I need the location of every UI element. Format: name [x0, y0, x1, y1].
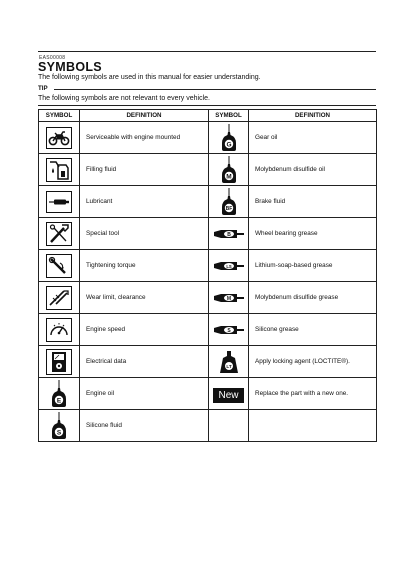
definition-cell: Apply locking agent (LOCTITE®). — [249, 346, 377, 378]
tachometer-icon — [39, 318, 79, 342]
definition-cell: Replace the part with a new one. — [249, 378, 377, 410]
symbols-table — [38, 109, 377, 442]
tip-text: The following symbols are not relevant to every vehicle. — [38, 95, 210, 102]
symbol-letter: S — [226, 327, 231, 334]
symbol-letter: E — [56, 397, 62, 404]
definition-cell: Engine speed — [80, 314, 209, 346]
page-title: SYMBOLS — [38, 60, 102, 74]
table-row — [39, 186, 377, 218]
symbol-letter: M — [225, 173, 232, 180]
symbol-letter: LT — [225, 363, 232, 369]
lubricant-gun-icon — [39, 191, 79, 213]
definition-cell: Wear limit, clearance — [80, 282, 209, 314]
table-row — [39, 282, 377, 314]
definition-cell: Silicone fluid — [80, 410, 209, 442]
multimeter-icon — [39, 349, 79, 375]
definition-cell: Wheel bearing grease — [249, 218, 377, 250]
tip-divider — [54, 89, 376, 90]
definition-cell: Engine oil — [80, 378, 209, 410]
symbol-cell — [39, 218, 80, 250]
grease-brush-icon — [209, 260, 248, 272]
column-header-symbol: SYMBOL — [209, 110, 249, 122]
top-rule — [38, 51, 376, 52]
symbol-cell — [209, 346, 249, 378]
definition-cell: Filling fluid — [80, 154, 209, 186]
symbol-cell — [209, 122, 249, 154]
definition-cell: Gear oil — [249, 122, 377, 154]
definition-cell: Electrical data — [80, 346, 209, 378]
symbol-letter: LS — [225, 263, 232, 269]
definition-cell: Serviceable with engine mounted — [80, 122, 209, 154]
definition-cell-empty — [249, 410, 377, 442]
table-row — [39, 218, 377, 250]
definition-cell: Special tool — [80, 218, 209, 250]
definition-cell: Molybdenum disulfide oil — [249, 154, 377, 186]
locking-agent-icon — [209, 350, 248, 374]
fuel-fill-icon — [39, 158, 79, 182]
table-row — [39, 122, 377, 154]
table-header-row — [39, 110, 377, 122]
symbol-cell — [209, 250, 249, 282]
intro-text: The following symbols are used in this manual for easier understanding. — [38, 74, 261, 81]
caliper-icon — [39, 286, 79, 310]
symbol-letter: BF — [225, 205, 232, 212]
tip-label: TIP — [38, 85, 48, 92]
definition-cell: Silicone grease — [249, 314, 377, 346]
symbol-cell — [209, 218, 249, 250]
definition-cell: Tightening torque — [80, 250, 209, 282]
definition-cell: Molybdenum disulfide grease — [249, 282, 377, 314]
tip-header — [38, 85, 376, 95]
oil-can-icon — [209, 188, 248, 216]
symbol-cell — [39, 346, 80, 378]
column-header-definition: DEFINITION — [80, 110, 209, 122]
symbol-cell — [209, 282, 249, 314]
definition-cell: Lithium-soap-based grease — [249, 250, 377, 282]
grease-brush-icon — [209, 228, 248, 240]
oil-can-icon — [39, 380, 79, 408]
symbol-cell — [39, 378, 80, 410]
table-row — [39, 154, 377, 186]
special-tool-icon — [39, 222, 79, 246]
oil-can-icon — [39, 412, 79, 440]
motorcycle-icon — [39, 127, 79, 149]
column-header-symbol: SYMBOL — [39, 110, 80, 122]
torque-wrench-icon — [39, 254, 79, 278]
symbol-cell — [39, 250, 80, 282]
symbol-cell — [39, 154, 80, 186]
symbol-cell-empty — [209, 410, 249, 442]
oil-can-icon — [209, 124, 248, 152]
section-code: EAS00008 — [39, 55, 66, 61]
symbol-letter: M — [226, 295, 231, 302]
tip-end-rule — [38, 105, 376, 106]
symbol-letter: G — [225, 141, 232, 148]
symbol-cell — [39, 282, 80, 314]
grease-brush-icon — [209, 292, 248, 304]
symbol-cell — [209, 378, 249, 410]
symbol-cell — [39, 410, 80, 442]
symbol-cell — [39, 314, 80, 346]
symbol-cell — [39, 122, 80, 154]
definition-cell: Brake fluid — [249, 186, 377, 218]
symbol-cell — [209, 154, 249, 186]
symbol-cell — [39, 186, 80, 218]
table-row — [39, 378, 377, 410]
column-header-definition: DEFINITION — [249, 110, 377, 122]
table-row — [39, 410, 377, 442]
table-row — [39, 314, 377, 346]
table-row — [39, 250, 377, 282]
symbol-letter: B — [226, 231, 231, 238]
symbol-letter: S — [56, 429, 62, 436]
symbol-cell — [209, 314, 249, 346]
table-row — [39, 346, 377, 378]
symbol-cell — [209, 186, 249, 218]
grease-brush-icon — [209, 324, 248, 336]
oil-can-icon — [209, 156, 248, 184]
definition-cell: Lubricant — [80, 186, 209, 218]
new-part-icon: New — [213, 388, 243, 403]
